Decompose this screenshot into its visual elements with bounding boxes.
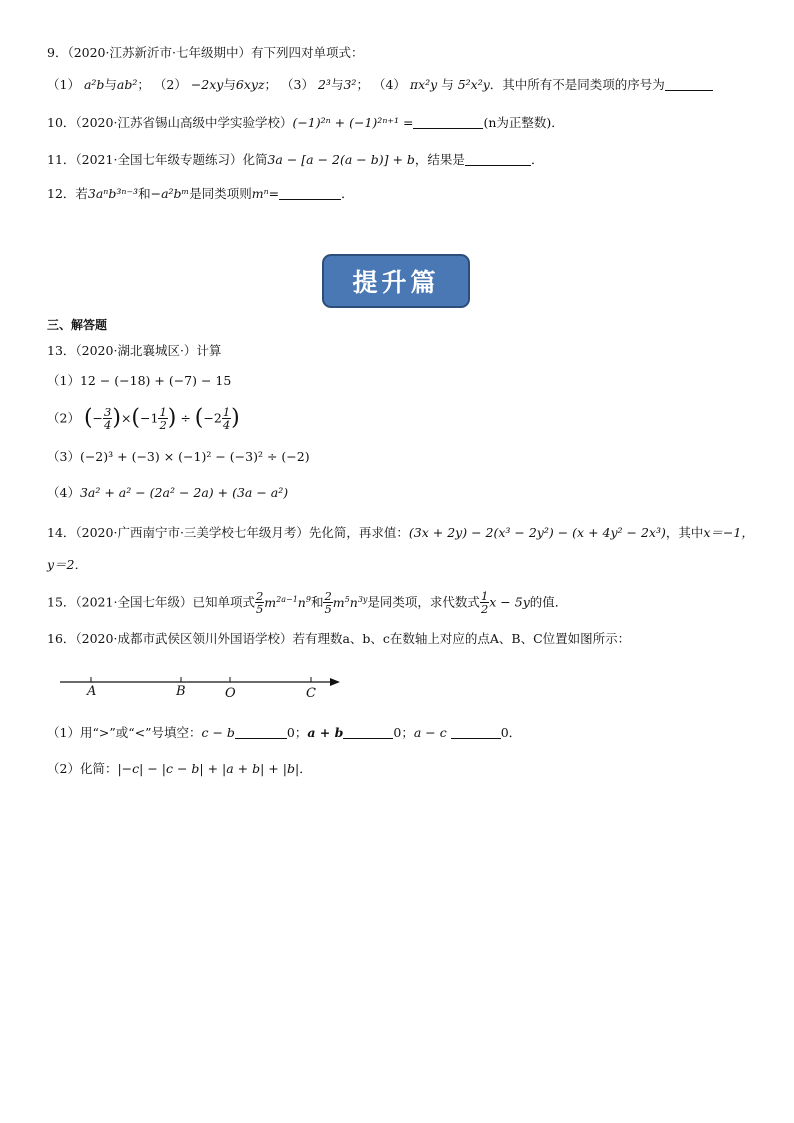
q12-head: 12．若	[47, 186, 88, 201]
q14-head: 14．（2020·广西南宁市·三美学校七年级月考）先化简，再求值：	[47, 525, 409, 540]
q11-tail: ，结果是	[414, 152, 465, 167]
q9-item-4-label: （4）	[372, 77, 406, 92]
q9-item-1a: a²b	[83, 77, 105, 92]
q16-compare-3: a − c	[413, 725, 447, 740]
paren-open: (	[131, 405, 141, 431]
q9-yu-3: 与	[330, 77, 344, 92]
fraction-1-2-q15: $\frac{1}{2}$	[480, 589, 489, 616]
q16-head: 16．（2020·成都市武侯区领川外国语学校）若有理数a、b、c在数轴上对应的点A、B、C位置如图所示：	[47, 631, 631, 646]
q14-y-value: y＝2．	[47, 557, 88, 572]
q9-yu-4: 与	[441, 77, 454, 92]
q9-item-2-label: （2）	[153, 77, 187, 92]
q12-equals: =	[268, 186, 280, 201]
q12-end: ．	[341, 186, 354, 201]
number-line	[58, 668, 348, 708]
q13-part-1-label: （1）	[47, 373, 80, 388]
question-11	[47, 151, 543, 169]
paren-close: )	[112, 405, 121, 431]
fraction-2-5-b: $\frac{2}{5}$	[324, 589, 332, 616]
q13-part-4-expr: 3a² + a² − (2a² − 2a) + (3a − a²)	[79, 485, 289, 500]
minus-sign: −	[92, 410, 104, 426]
q12-mid: 是同类项则	[189, 186, 252, 201]
q9-item-2b: 6xyz	[235, 77, 265, 92]
q11-end: ．	[530, 152, 544, 167]
q16-part-2	[47, 760, 312, 778]
q13-part-4-label: （4）	[47, 485, 80, 500]
q10-expression: (−1)²ⁿ + (−1)²ⁿ⁺¹ =	[292, 115, 414, 130]
q9-item-3b: 3²	[343, 77, 357, 92]
badge-text: 提升篇	[352, 268, 440, 297]
q11-answer-blank[interactable]	[465, 153, 531, 166]
q14-x-value: x＝−1，	[703, 525, 754, 540]
q12-monomial-1: 3aⁿb³ⁿ⁻³	[87, 186, 139, 201]
q13-part-2	[47, 401, 240, 435]
q15-and: 和	[310, 594, 324, 610]
q11-head: 11．（2021·全国七年级专题练习）化简	[47, 152, 268, 167]
q12-answer-blank[interactable]	[279, 187, 341, 200]
q16-blank-1[interactable]	[235, 726, 287, 739]
q16-part-1	[47, 724, 521, 742]
q15-tail: 的值．	[529, 594, 568, 610]
q16-dot: ．	[299, 761, 312, 776]
question-16	[47, 630, 630, 648]
question-13-head	[47, 342, 221, 360]
label-b: B	[176, 684, 186, 699]
q10-head: 10．（2020·江苏省锡山高级中学实验学校）	[47, 115, 293, 130]
q9-head-text: 9．（2020·江苏新沂市·七年级期中）有下列四对单项式：	[47, 45, 364, 60]
q9-item-1-label: （1）	[47, 77, 80, 92]
q13-part-3-expr: (−2)³ + (−3) × (−1)² − (−3)² ÷ (−2)	[79, 449, 310, 464]
q16-absolute-expression: |−c| − |c − b| + |a + b| + |b|	[117, 761, 300, 776]
fraction-1-2: $\frac{1}{2}$	[159, 405, 167, 432]
q14-expression: (3x + 2y) − 2(x³ − 2y²) − (x + 4y² − 2x³)	[408, 525, 666, 540]
q15-monomial-2: $m^5n^{3y}$	[332, 594, 368, 610]
q9-item-4b: 5²x²y	[457, 77, 490, 92]
question-9-head	[47, 44, 363, 62]
fraction-3-4: $\frac{3}{4}$	[104, 405, 112, 432]
q13-head: 13．（2020·湖北襄城区·）计算	[47, 343, 222, 358]
q16-part-1-text: （1）用“>”或“<”号填空：	[47, 725, 202, 740]
q15-head: 15．（2021·全国七年级）已知单项式	[47, 594, 255, 610]
q14-tail: ，其中	[665, 525, 704, 540]
q10-answer-blank[interactable]	[413, 116, 483, 129]
q16-compare-2: a + b	[307, 725, 344, 740]
q16-end: 0．	[500, 725, 522, 740]
number-line-arrow	[330, 678, 340, 686]
q15-mid: 是同类项，求代数式	[367, 594, 480, 610]
question-15	[47, 587, 567, 617]
times-sign: ×	[120, 410, 132, 426]
q9-sep-2: ；	[264, 77, 278, 92]
level-up-badge	[322, 254, 470, 308]
fraction-2-5-a: $\frac{2}{5}$	[255, 589, 264, 616]
q12-power: mⁿ	[251, 186, 269, 201]
q9-yu-1: 与	[104, 77, 117, 92]
label-a: A	[87, 684, 97, 699]
q9-yu-2: 与	[223, 77, 236, 92]
paren-close: )	[167, 405, 177, 431]
q13-part-1	[47, 372, 231, 390]
q9-item-1b: ab²	[116, 77, 138, 92]
q12-monomial-2: −a²bᵐ	[150, 186, 190, 201]
q9-sep-1: ；	[137, 77, 150, 92]
q15-expression: x − 5y	[489, 594, 530, 610]
q9-item-4a: πx²y	[409, 77, 438, 92]
q13-part-2-label: （2）	[47, 410, 80, 426]
q16-blank-2[interactable]	[343, 726, 393, 739]
question-14-cont	[47, 556, 87, 574]
q13-part-4	[47, 484, 288, 502]
question-10	[47, 114, 564, 132]
paren-open: (	[83, 405, 93, 431]
minus-sign: −2	[203, 410, 222, 426]
q16-compare-1: c − b	[201, 725, 235, 740]
q15-monomial-1: $m^{2a-1}n^9$	[264, 594, 311, 610]
minus-sign: −1	[140, 410, 159, 426]
q16-blank-3[interactable]	[451, 726, 501, 739]
q16-part-2-text: （2）化简：	[47, 761, 118, 776]
q13-part-3-label: （3）	[47, 449, 80, 464]
question-9-items	[47, 76, 713, 94]
q13-part-1-expr: 12 − (−18) + (−7) − 15	[79, 373, 232, 388]
question-12	[47, 185, 354, 203]
divide-sign: ÷	[176, 410, 195, 426]
q16-semi-2: 0；	[393, 725, 414, 740]
q9-answer-blank[interactable]	[665, 78, 713, 91]
q12-and: 和	[138, 186, 151, 201]
label-o: O	[225, 686, 236, 701]
paren-open: (	[194, 405, 204, 431]
q9-item-2a: −2xy	[190, 77, 224, 92]
q13-part-3	[47, 448, 310, 466]
question-14	[47, 524, 754, 542]
q11-expression: 3a − [a − 2(a − b)] + b	[267, 152, 415, 167]
label-c: C	[306, 686, 316, 701]
fraction-1-4: $\frac{1}{4}$	[222, 405, 231, 432]
section-3-title: 三、解答题	[47, 318, 108, 332]
q16-semi-1: 0；	[286, 725, 308, 740]
paren-close: )	[231, 405, 240, 431]
q9-sep-3: ；	[356, 77, 369, 92]
q9-tail: ．其中所有不是同类项的序号为	[489, 77, 665, 92]
q10-tail: (n为正整数)．	[483, 115, 564, 130]
q9-item-3-label: （3）	[281, 77, 314, 92]
q9-item-3a: 2³	[317, 77, 331, 92]
